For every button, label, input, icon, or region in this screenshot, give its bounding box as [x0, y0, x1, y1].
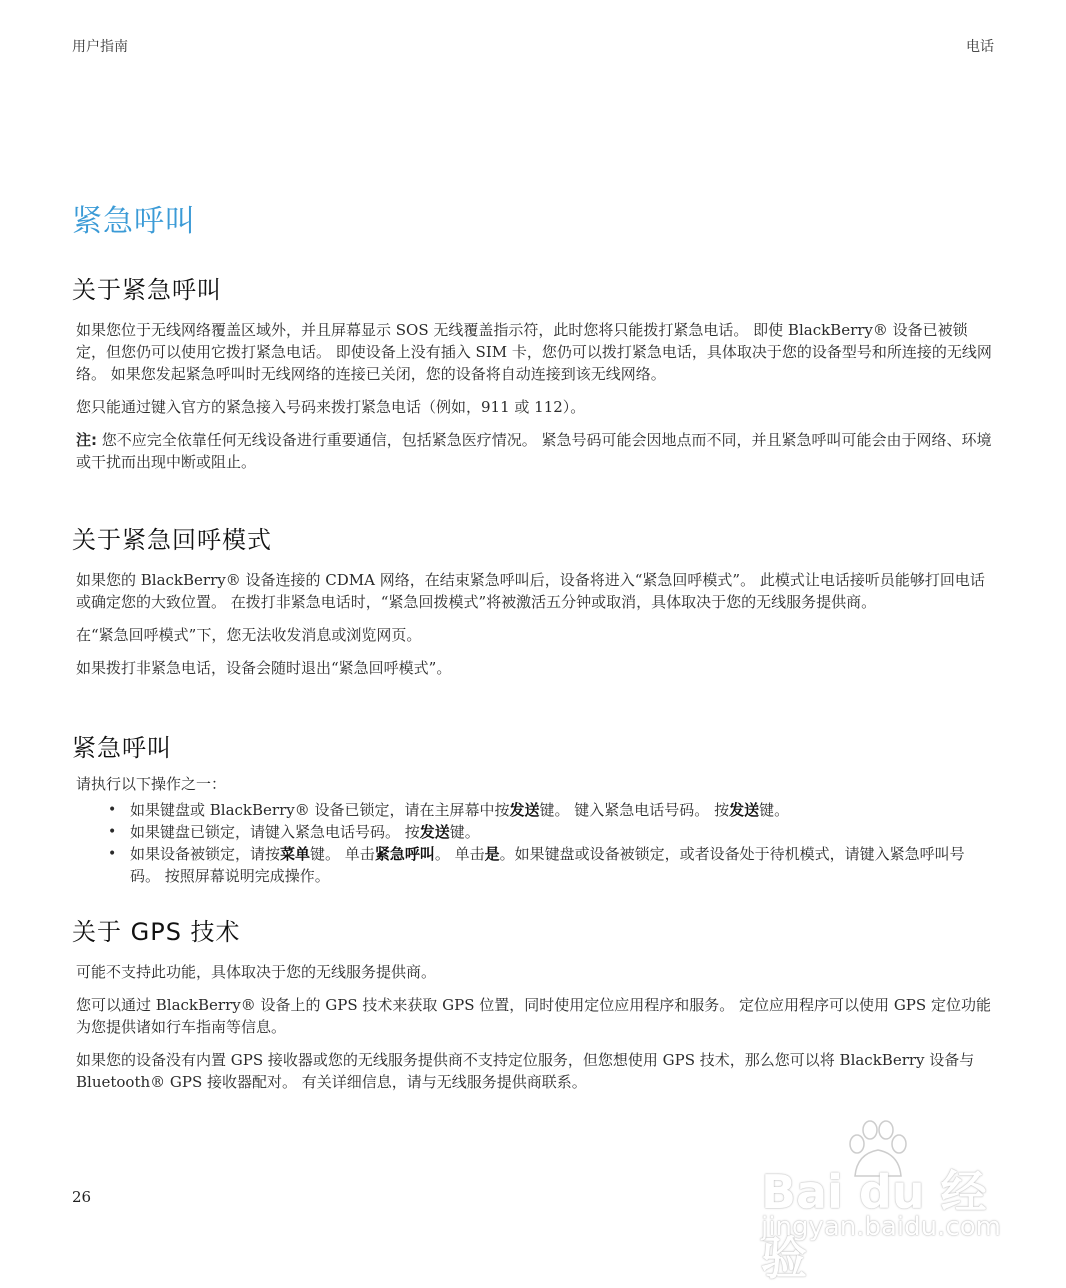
- step-text: 。 单击: [434, 845, 485, 863]
- step-text: 如果键盘已锁定，请键入紧急电话号码。 按: [130, 823, 420, 841]
- note-text: 您不应完全依靠任何无线设备进行重要通信，包括紧急医疗情况。 紧急号码可能会因地点而不同，并且紧急呼叫可能会由于网络、环境或干扰而出现中断或阻止。: [76, 431, 992, 471]
- step-item: [108, 843, 994, 887]
- header-chapter-title: 电话: [966, 39, 994, 55]
- section-about-emergency-calls: [72, 270, 994, 473]
- watermark-url: jingyan.baidu.com: [761, 1212, 1001, 1242]
- note-paragraph: [72, 429, 994, 473]
- paragraph: 在“紧急回呼模式”下，您无法收发消息或浏览网页。: [76, 626, 422, 644]
- step-text: 键。: [449, 823, 480, 841]
- step-item: [108, 821, 994, 843]
- send-key-label: 发送: [509, 801, 540, 819]
- paragraph: 如果您的 BlackBerry® 设备连接的 CDMA 网络，在结束紧急呼叫后，设备将进入“紧急回呼模式”。 此模式让电话接听员能够打回电话或确定您的大致位置。 在拨打非紧急电话时，“紧急回拨模式”将被激活五分钟或取消，具体取决于您的无线服务提供商。: [76, 571, 985, 611]
- section-make-emergency-call: [72, 728, 994, 887]
- section-about-gps: [72, 912, 994, 1093]
- steps-intro: 请执行以下操作之一：: [76, 775, 227, 793]
- section-heading: 关于紧急回呼模式: [72, 526, 272, 554]
- send-key-label: 发送: [729, 801, 760, 819]
- page-number: 26: [72, 1188, 92, 1206]
- note-label: 注:: [76, 431, 97, 449]
- step-text: 如果键盘或 BlackBerry® 设备已锁定，请在主屏幕中按: [130, 801, 510, 819]
- section-emergency-callback-mode: [72, 520, 994, 679]
- step-text: 键。 键入紧急电话号码。 按: [539, 801, 730, 819]
- paragraph: 如果您的设备没有内置 GPS 接收器或您的无线服务提供商不支持定位服务，但您想使用 GPS 技术，那么您可以将 BlackBerry 设备与 Bluetooth® GPS 接收器配对。 有关详细信息，请与无线服务提供商联系。: [76, 1051, 975, 1091]
- menu-key-label: 菜单: [280, 845, 311, 863]
- paragraph: 如果拨打非紧急电话，设备会随时退出“紧急回呼模式”。: [76, 659, 452, 677]
- yes-label: 是: [484, 845, 500, 863]
- emergency-call-label: 紧急呼叫: [374, 845, 435, 863]
- step-text: 。如果键盘或设备被锁定，或者设备处于待机模式，请键入紧急呼叫号码。 按照屏幕说明完成操作。: [130, 845, 965, 885]
- paragraph: 可能不支持此功能，具体取决于您的无线服务提供商。: [76, 963, 437, 981]
- page-title: 紧急呼叫: [72, 204, 196, 239]
- header-guide-title: 用户指南: [72, 39, 128, 55]
- steps-list: [72, 799, 994, 887]
- step-text: 键。 单击: [310, 845, 375, 863]
- section-heading: 关于紧急呼叫: [72, 276, 222, 304]
- paragraph: 如果您位于无线网络覆盖区域外，并且屏幕显示 SOS 无线覆盖指示符，此时您将只能拨打紧急电话。 即使 BlackBerry® 设备已被锁定，但您仍可以使用它拨打紧急电话。 即使设备上没有插入 SIM 卡，您仍可以拨打紧急电话，具体取决于您的设备型号和所连接的无线网络。 如果您发起紧急呼叫时无线网络的连接已关闭，您的设备将自动连接到该无线网络。: [76, 321, 992, 383]
- paragraph: 您只能通过键入官方的紧急接入号码来拨打紧急电话（例如，911 或 112）。: [76, 398, 586, 416]
- section-heading: 紧急呼叫: [72, 734, 172, 762]
- running-header: [72, 36, 994, 56]
- step-item: [108, 799, 994, 821]
- step-text: 如果设备被锁定，请按: [130, 845, 281, 863]
- send-key-label: 发送: [419, 823, 450, 841]
- section-heading: 关于 GPS 技术: [72, 918, 241, 946]
- baidu-jingyan-watermark: [755, 1118, 1005, 1285]
- watermark-logo-text: Bai du 经验: [761, 1165, 987, 1285]
- step-text: 键。: [759, 801, 790, 819]
- paragraph: 您可以通过 BlackBerry® 设备上的 GPS 技术来获取 GPS 位置，同时使用定位应用程序和服务。 定位应用程序可以使用 GPS 定位功能为您提供诸如行车指南等信息。: [76, 996, 991, 1036]
